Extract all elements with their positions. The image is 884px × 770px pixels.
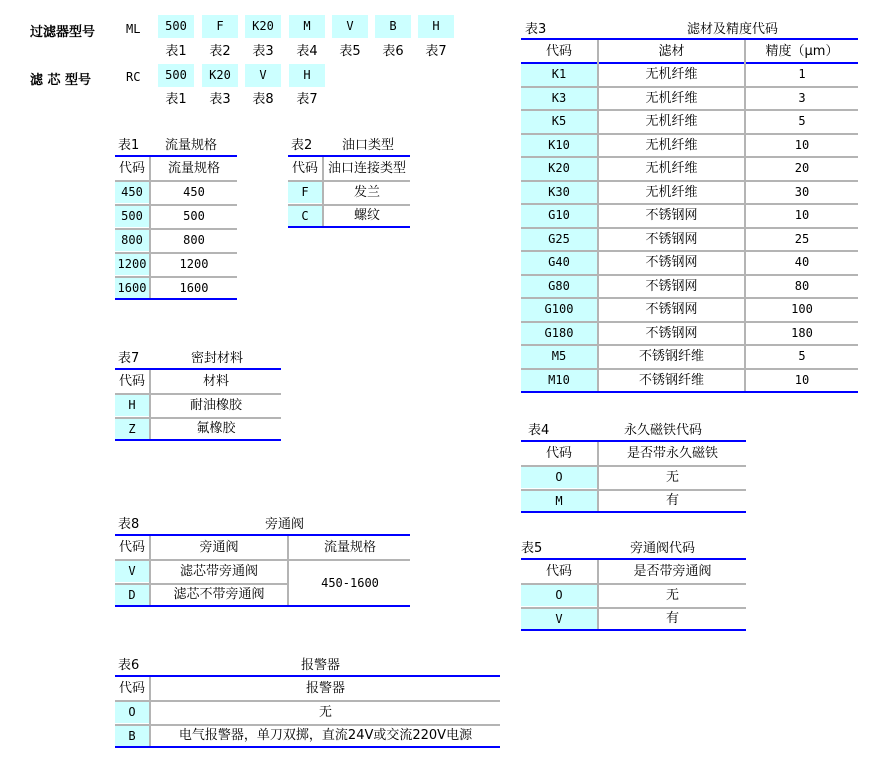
- table-3-header-precision: 精度（μm）: [765, 44, 839, 59]
- table-2-port-type: [288, 137, 410, 229]
- table-3-row-4-media: 无机纤维: [645, 137, 698, 153]
- table-4-row-2-code: M: [521, 491, 597, 511]
- table-3-row-8-precision: 25: [794, 231, 810, 246]
- table-1-number: 表1: [118, 138, 140, 153]
- table-1-title: 流量规格: [165, 138, 218, 153]
- table-4-title: 永久磁铁代码: [624, 423, 703, 438]
- table-1-row-3-code: 800: [115, 230, 149, 251]
- table-8-header-bypass: 旁通阀: [199, 540, 239, 555]
- table-3-row-3-code: K5: [521, 111, 597, 133]
- table-6-title: 报警器: [301, 658, 341, 673]
- table-8-title: 旁通阀: [265, 517, 305, 532]
- table-3-row-8-media: 不锈钢网: [645, 231, 698, 247]
- table-2-row-2-value: 螺纹: [353, 208, 380, 223]
- table-3-row-2-media: 无机纤维: [645, 90, 698, 106]
- table-8-header-code: 代码: [118, 540, 145, 555]
- core-ref-4: 表7: [296, 92, 318, 107]
- table-4-header-code: 代码: [545, 446, 572, 461]
- table-8-row-1-code: V: [115, 561, 149, 582]
- table-3-row-4-code: K10: [521, 135, 597, 157]
- core-code-3: V: [245, 64, 281, 87]
- table-2-title: 油口类型: [342, 138, 395, 153]
- table-3-row-8-code: G25: [521, 229, 597, 251]
- table-3-row-14-code: M10: [521, 370, 597, 392]
- table-3-row-14-media: 不锈钢纤维: [638, 372, 704, 388]
- table-3-row-9-code: G40: [521, 252, 597, 274]
- table-4-number: 表4: [528, 423, 550, 438]
- table-1-header-flow: 流量规格: [167, 161, 220, 176]
- table-5-number: 表5: [521, 541, 543, 556]
- table-3-row-12-code: G180: [521, 323, 597, 345]
- filter-model-label: 过滤器型号: [30, 25, 96, 40]
- table-3-row-13-precision: 5: [798, 349, 806, 363]
- table-3-row-10-media: 不锈钢网: [645, 278, 698, 294]
- filter-code-5: V: [332, 15, 368, 38]
- table-7-header-material: 材料: [202, 374, 229, 389]
- table-1-row-4-value: 1200: [179, 257, 209, 271]
- table-1-header-code: 代码: [118, 161, 145, 176]
- table-3-media-precision: [521, 21, 858, 395]
- table-3-row-2-precision: 3: [798, 90, 806, 105]
- table-3-row-5-precision: 20: [794, 161, 810, 175]
- core-model-prefix: RC: [126, 70, 141, 84]
- table-1-row-4-code: 1200: [115, 254, 149, 275]
- table-5-title: 旁通阀代码: [630, 541, 696, 556]
- core-code-2: K20: [202, 64, 238, 87]
- table-3-row-5-code: K20: [521, 158, 597, 180]
- table-1-row-5-value: 1600: [179, 281, 209, 295]
- table-3-row-14-precision: 10: [794, 372, 810, 387]
- table-3-row-7-media: 不锈钢网: [645, 208, 698, 223]
- table-3-row-11-precision: 100: [791, 302, 813, 316]
- table-1-row-1-code: 450: [115, 182, 149, 203]
- table-3-row-5-media: 无机纤维: [645, 161, 698, 176]
- table-3-row-7-code: G10: [521, 205, 597, 227]
- table-6-row-2-value: 电气报警器，单刀双掷，直流24V或交流220V电源: [178, 728, 473, 743]
- core-code-4: H: [289, 64, 325, 87]
- table-6-alarm: [115, 657, 500, 749]
- table-4-magnet: [521, 422, 746, 514]
- core-code-1: 500: [158, 64, 194, 87]
- filter-ref-2: 表2: [209, 44, 231, 59]
- table-3-row-11-media: 不锈钢网: [645, 302, 698, 317]
- table-5-row-1-code: O: [521, 585, 597, 606]
- table-3-row-12-media: 不锈钢网: [645, 325, 698, 341]
- table-3-row-4-precision: 10: [794, 137, 810, 152]
- table-1-row-2-value: 500: [183, 209, 205, 223]
- table-3-row-6-media: 无机纤维: [645, 184, 698, 200]
- table-3-row-3-precision: 5: [798, 114, 806, 128]
- table-6-row-2-code: B: [115, 726, 149, 746]
- table-5-row-2-value: 有: [665, 611, 679, 626]
- table-5-header-code: 代码: [545, 564, 572, 579]
- table-8-row-2-code: D: [115, 585, 149, 605]
- table-7-seal-material: [115, 350, 281, 442]
- table-8-header-flow: 流量规格: [323, 540, 376, 555]
- table-6-row-1-value: 无: [318, 705, 332, 720]
- table-3-row-6-code: K30: [521, 182, 597, 204]
- filter-code-1: 500: [158, 15, 194, 38]
- table-8-row-1-value: 滤芯带旁通阀: [179, 564, 258, 579]
- table-1-row-2-code: 500: [115, 206, 149, 227]
- core-model-label: 滤 芯 型号: [30, 73, 92, 88]
- table-4-row-1-code: O: [521, 467, 597, 488]
- table-3-row-1-precision: 1: [798, 67, 806, 81]
- table-6-number: 表6: [118, 658, 140, 673]
- table-8-flow-range: 450-1600: [321, 576, 379, 590]
- table-7-row-1-value: 耐油橡胶: [189, 398, 242, 413]
- filter-ref-3: 表3: [252, 44, 274, 59]
- table-3-number: 表3: [525, 22, 547, 37]
- table-8-number: 表8: [118, 517, 140, 532]
- table-3-row-7-precision: 10: [794, 208, 810, 222]
- table-3-header-code: 代码: [545, 44, 572, 59]
- filter-ref-7: 表7: [425, 44, 447, 59]
- table-3-row-6-precision: 30: [794, 184, 810, 199]
- table-1-row-5-code: 1600: [115, 278, 149, 298]
- table-2-header-type: 油口连接类型: [327, 161, 406, 176]
- table-3-row-2-code: K3: [521, 88, 597, 110]
- table-2-row-1-value: 发兰: [353, 185, 380, 200]
- table-1-flow-spec: [115, 137, 237, 301]
- table-5-header-bypass: 是否带旁通阀: [633, 564, 712, 579]
- table-2-row-1-code: F: [288, 182, 322, 203]
- table-2-header-code: 代码: [291, 161, 318, 176]
- table-7-title: 密封材料: [191, 351, 244, 366]
- table-1-row-3-value: 800: [183, 233, 205, 247]
- table-4-row-1-value: 无: [665, 470, 679, 485]
- filter-model-prefix: ML: [126, 22, 141, 36]
- table-3-row-13-media: 不锈钢纤维: [638, 349, 704, 364]
- table-2-row-2-code: C: [288, 206, 322, 226]
- table-3-row-1-media: 无机纤维: [645, 67, 698, 82]
- table-3-row-9-precision: 40: [794, 255, 810, 269]
- table-3-row-9-media: 不锈钢网: [645, 255, 698, 270]
- table-3-row-11-code: G100: [521, 299, 597, 321]
- filter-ref-6: 表6: [382, 44, 404, 59]
- filter-code-7: H: [418, 15, 454, 38]
- table-2-number: 表2: [291, 138, 313, 153]
- filter-code-4: M: [289, 15, 325, 38]
- table-3-title: 滤材及精度代码: [687, 22, 779, 37]
- table-6-header-alarm: 报警器: [305, 681, 345, 696]
- table-6-row-1-code: O: [115, 702, 149, 723]
- table-4-row-2-value: 有: [665, 493, 679, 508]
- table-5-row-1-value: 无: [665, 588, 679, 603]
- filter-code-2: F: [202, 15, 238, 38]
- filter-ref-1: 表1: [165, 44, 187, 59]
- filter-ref-4: 表4: [296, 44, 318, 59]
- table-8-bypass-valve: [115, 516, 410, 608]
- filter-code-3: K20: [245, 15, 281, 38]
- table-7-number: 表7: [118, 351, 140, 366]
- table-3-row-12-precision: 180: [791, 325, 813, 340]
- table-7-row-2-value: 氟橡胶: [196, 421, 236, 436]
- filter-ref-5: 表5: [339, 44, 361, 59]
- core-ref-2: 表3: [209, 92, 231, 107]
- core-ref-3: 表8: [252, 92, 274, 107]
- table-8-row-2-value: 滤芯不带旁通阀: [173, 587, 265, 602]
- table-6-header-code: 代码: [118, 681, 145, 696]
- table-3-row-3-media: 无机纤维: [645, 114, 698, 129]
- table-7-header-code: 代码: [118, 374, 145, 389]
- core-ref-1: 表1: [165, 92, 187, 107]
- table-7-row-2-code: Z: [115, 419, 149, 439]
- table-3-header-media: 滤材: [658, 44, 685, 59]
- table-4-header-magnet: 是否带永久磁铁: [626, 446, 718, 461]
- table-3-row-10-code: G80: [521, 276, 597, 298]
- table-7-row-1-code: H: [115, 395, 149, 416]
- filter-code-6: B: [375, 15, 411, 38]
- table-3-row-10-precision: 80: [794, 278, 810, 293]
- table-5-bypass-code: [521, 540, 746, 632]
- table-3-row-1-code: K1: [521, 64, 597, 86]
- table-3-row-13-code: M5: [521, 346, 597, 368]
- table-1-row-1-value: 450: [183, 185, 205, 199]
- table-5-row-2-code: V: [521, 609, 597, 629]
